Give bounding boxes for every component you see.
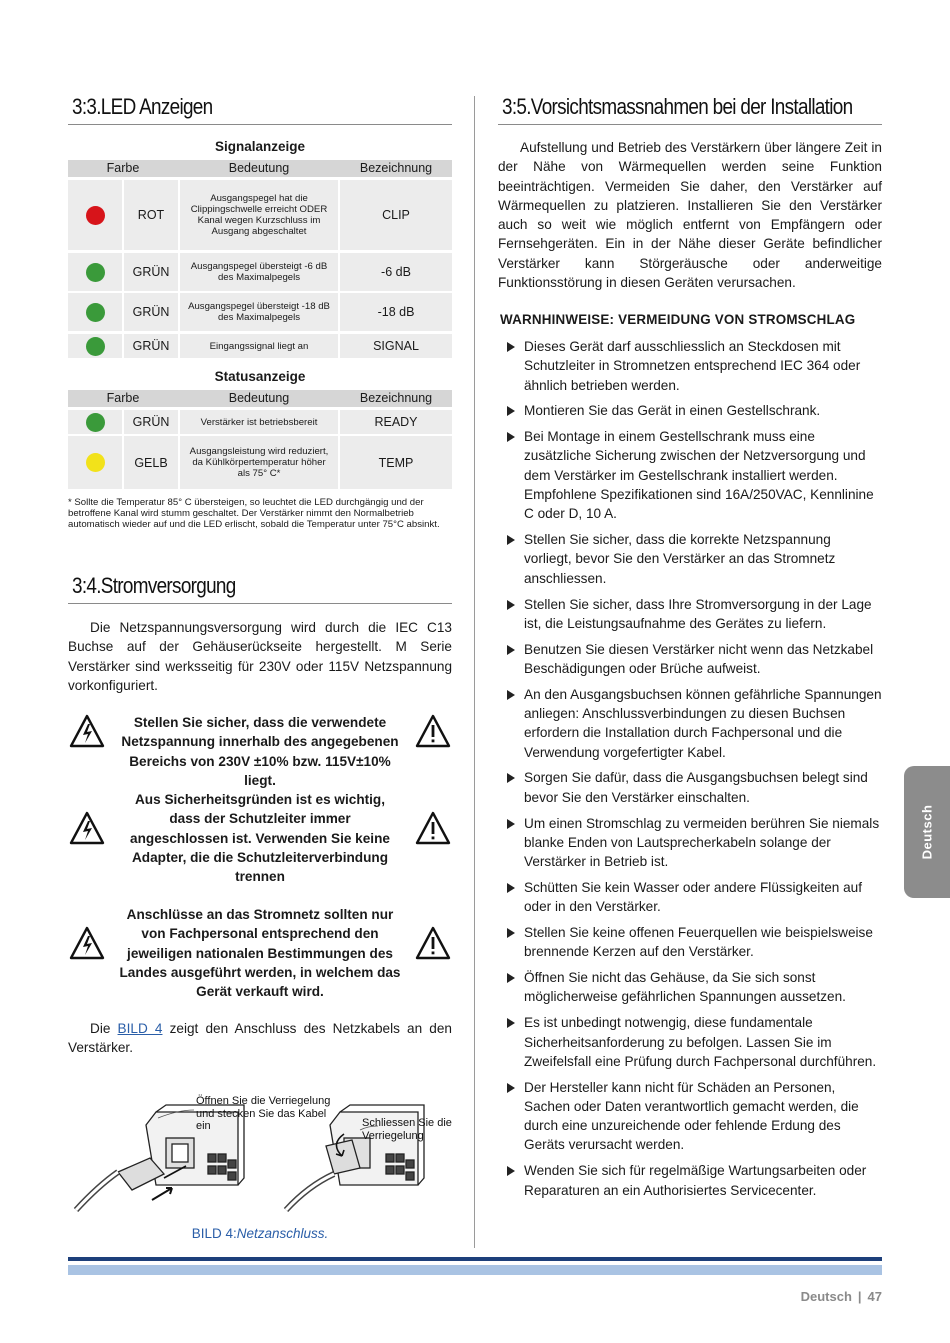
table-row [68, 436, 452, 489]
bullet-text: Benutzen Sie diesen Verstärker nicht wenn das Netzkabel Beschädigungen oder Brüche aufweist. [524, 641, 874, 676]
bullet-arrow-icon [507, 928, 515, 938]
bullet-text: Bei Montage in einem Gestellschrank muss eine zusätzliche Sicherung zwischen der Netzversorgung und dem Verstärker im Gestellschrank installiert werden. Empfohlene Spezifikationen sind 16A/250VAC, Kennlinine C oder D, 10 A. [524, 429, 874, 522]
bullet-text: Der Hersteller kann nicht für Schäden an Personen, Sachen oder Daten verantwortlich gemacht werden, die durch eine unzureichende oder fehlende Erdung des Geräts verursacht werden. [524, 1079, 859, 1153]
status-table-caption: Statusanzeige [214, 369, 306, 384]
bullet-text: Montieren Sie das Gerät in einen Gestellschrank. [524, 403, 821, 419]
led-meaning: Ausgangsleistung wird reduziert, da Kühlkörpertemperatur höher als 75° C* [180, 436, 338, 489]
table-row [68, 334, 452, 358]
led-color-label: ROT [124, 180, 178, 250]
header-farbe: Farbe [106, 391, 140, 405]
bullet-arrow-icon [507, 406, 515, 416]
led-meaning: Verstärker ist betriebsbereit [180, 410, 338, 434]
led-designation: -6 dB [340, 253, 452, 291]
table-row [68, 293, 452, 331]
led-designation: READY [340, 410, 452, 434]
led-indicator-icon [86, 337, 105, 356]
bullet-text: Um einen Stromschlag zu vermeiden berühren Sie niemals blanke Enden von Lautsprecherkabeln solange der Verstärker in Betrieb ist. [524, 815, 880, 870]
section-3-3-title: 3:3.LED Anzeigen [72, 94, 213, 119]
figure-label-close-lock: Schliessen Sie die Verriegelung [362, 1117, 452, 1142]
figure-caption-number: BILD 4: [191, 1226, 237, 1241]
bullet-arrow-icon [507, 1083, 515, 1093]
bullet-text: Stellen Sie sicher, dass die korrekte Netzspannung vorliegt, bevor Sie den Verstärker an das Stromnetz anschliessen. [524, 532, 836, 586]
header-bedeutung: Bedeutung [228, 161, 290, 175]
bullet-item [498, 923, 882, 962]
bullet-item [498, 640, 882, 679]
bullet-arrow-icon [507, 973, 515, 983]
bullet-text: Es ist unbedingt notwengig, diese fundamentale Sicherheitsanforderung zu befolgen. Lassen Sie im Zweifelsfall eine Prüfung durch Fachpersonal durchführen. [524, 1015, 877, 1069]
figure-4-link[interactable]: BILD 4 [117, 1021, 163, 1036]
led-designation: -18 dB [340, 293, 452, 331]
bullet-item [498, 427, 882, 523]
bullet-item [498, 878, 882, 917]
led-cell [68, 410, 122, 434]
led-cell [68, 436, 122, 489]
led-meaning: Ausgangspegel hat die Clippingschwelle erreicht ODER Kanal wegen Kurzschluss im Ausgang abgeschaltet [180, 180, 338, 250]
bullet-arrow-icon [507, 1018, 515, 1028]
side-tab-label: Deutsch [919, 804, 935, 860]
led-color-label: GRÜN [124, 410, 178, 434]
header-farbe: Farbe [106, 161, 140, 175]
footer-separator: | [857, 1289, 862, 1304]
bullet-text: An den Ausgangsbuchsen können gefährliche Spannungen anliegen: Anschlussverbindungen zu diesen Buchsen erfordern die Installation durch Fachpersonal und die Verwendung vorgefertigter Kabel. [524, 686, 882, 760]
led-color-label: GRÜN [124, 293, 178, 331]
temperature-footnote: * Sollte die Temperatur 85° C übersteigen, so leuchtet die LED durchgängig und der betroffene Kanal wird stumm geschaltet. Der Verstärker nimmt den Normalbetrieb automatisch wieder auf und die LED erlischt, sobald die Temperatur unter 75°C absinkt. [68, 497, 440, 530]
power-supply-paragraph: Die Netzspannungsversorgung wird durch die IEC C13 Buchse auf der Gehäuserückseite hergestellt. M Serie Verstärker sind werksseitig für 230V oder 115V Netzspannung vorkonfiguriert. [68, 620, 452, 693]
section-rule [68, 603, 452, 604]
led-color-label: GRÜN [124, 253, 178, 291]
ground-conductor-warning: Aus Sicherheitsgründen ist es wichtig, dass der Schutzleiter immer angeschlossen ist. Verwenden Sie keine Adapter, die die Schutzleiterverbindung trennen [130, 792, 390, 885]
bullet-item [498, 1161, 882, 1200]
led-indicator-icon [86, 453, 105, 472]
bullet-item [498, 768, 882, 807]
section-3-4-title: 3:4.Stromversorgung [72, 573, 236, 598]
led-designation: CLIP [340, 180, 452, 250]
bullet-text: Stellen Sie sicher, dass Ihre Stromversorgung in der Lage ist, die Leistungsaufnahme des Gerätes zu liefern. [524, 596, 872, 631]
bullet-item [498, 337, 882, 395]
led-color-label: GRÜN [124, 334, 178, 358]
qualified-personnel-warning: Anschlüsse an das Stromnetz sollten nur von Fachpersonal entsprechend den jeweiligen nationalen Bestimmungen des Landes ausgeführt werden, in welchem das Gerät verkauft wird. [119, 907, 401, 1000]
bullet-item [498, 814, 882, 872]
table-row [68, 410, 452, 434]
led-cell [68, 334, 122, 358]
bullet-arrow-icon [507, 819, 515, 829]
bullet-text: Dieses Gerät darf ausschliesslich an Steckdosen mit Schutzleiter in Stromnetzen entsprechend IEC 364 oder ähnlich betrieben werden. [524, 339, 861, 393]
installation-intro-paragraph: Aufstellung und Betrieb des Verstärkern über längere Zeit in der Nähe von Wärmequellen werden seine Funktion beeinträchtigen. Vermeiden Sie daher, den Verstärker auf Wärmequellen zu platzieren. Installieren Sie den Verstärker auch so weit wie möglich entfernt von Empfängern oder Fernsehgeräten. Ein in der Nähe dieser Geräte befindlicher Verstärker kann Störgeräusche oder anderweitige Funktionsstörung in diesen Geräten verursachen. [498, 140, 882, 291]
bullet-text: Stellen Sie keine offenen Feuerquellen wie beispielsweise brennende Kerzen auf den Verstärker. [524, 925, 873, 960]
footer-language: Deutsch [800, 1289, 852, 1304]
figure-ref-prefix: Die [90, 1021, 111, 1036]
footer-bar-dark [68, 1257, 882, 1261]
led-indicator-icon [86, 303, 105, 322]
figure-caption [68, 1226, 452, 1241]
header-bedeutung: Bedeutung [228, 391, 290, 405]
header-bezeichnung: Bezeichnung [359, 161, 433, 175]
led-indicator-icon [86, 206, 105, 225]
bullet-item [498, 968, 882, 1007]
shock-warning-heading: WARNHINWEISE: VERMEIDUNG VON STROMSCHLAG [500, 312, 856, 327]
voltage-warning: Stellen Sie sicher, dass die verwendete Netzspannung innerhalb des angegebenen Bereichs von 230V ±10% bzw. 115V±10% liegt. [121, 715, 399, 788]
bullet-item [498, 1013, 882, 1071]
bullet-arrow-icon [507, 690, 515, 700]
column-divider [474, 96, 475, 1248]
led-meaning: Eingangssignal liegt an [180, 334, 338, 358]
bullet-item [498, 530, 882, 588]
signal-table-caption: Signalanzeige [214, 139, 306, 154]
signal-table-header [68, 160, 452, 177]
figure-ref-suffix: zeigt den Anschluss des Netzkabels an den Verstärker. [68, 1021, 452, 1056]
bullet-arrow-icon [507, 1166, 515, 1176]
bullet-arrow-icon [507, 645, 515, 655]
bullet-arrow-icon [507, 535, 515, 545]
figure-reference-paragraph [68, 1019, 452, 1058]
bullet-text: Schütten Sie kein Wasser oder andere Flüssigkeiten auf oder in den Verstärker. [524, 879, 863, 915]
led-designation: TEMP [340, 436, 452, 489]
page-number: 47 [867, 1289, 882, 1304]
bullet-arrow-icon [507, 883, 515, 893]
language-side-tab[interactable] [904, 766, 950, 898]
bullet-arrow-icon [507, 342, 515, 352]
section-rule [498, 124, 882, 125]
power-connection-figure [68, 1090, 452, 1220]
bullet-arrow-icon [507, 600, 515, 610]
section-3-5-title: 3:5.Vorsichtsmassnahmen bei der Installation [502, 94, 853, 119]
figure-caption-text: Netzanschluss. [236, 1226, 329, 1241]
bullet-item [498, 1078, 882, 1155]
led-meaning: Ausgangspegel übersteigt -6 dB des Maximalpegels [180, 253, 338, 291]
table-row [68, 253, 452, 291]
led-cell [68, 293, 122, 331]
led-meaning: Ausgangspegel übersteigt -18 dB des Maximalpegels [180, 293, 338, 331]
safety-bullet-list [498, 337, 882, 1206]
figure-label-open-lock: Öffnen Sie die Verriegelung und stecken Sie das Kabel ein [196, 1095, 331, 1132]
bullet-item [498, 685, 882, 762]
bullet-text: Sorgen Sie dafür, dass die Ausgangsbuchsen belegt sind bevor Sie den Verstärker einschalten. [524, 770, 868, 805]
led-cell [68, 253, 122, 291]
header-bezeichnung: Bezeichnung [359, 391, 433, 405]
table-row [68, 180, 452, 250]
bullet-item [498, 401, 882, 420]
bullet-text: Öffnen Sie nicht das Gehäuse, da Sie sich sonst möglicherweise gefährlichen Spannungen aussetzen. [524, 970, 846, 1005]
section-rule [68, 124, 452, 125]
footer-bar-light [68, 1265, 882, 1275]
led-color-label: GELB [124, 436, 178, 489]
page-footer [801, 1289, 882, 1304]
bullet-arrow-icon [507, 773, 515, 783]
status-table-header [68, 390, 452, 407]
bullet-text: Wenden Sie sich für regelmäßige Wartungsarbeiten oder Reparaturen an ein Authorisiertes Servicecenter. [524, 1163, 867, 1198]
led-indicator-icon [86, 263, 105, 282]
led-designation: SIGNAL [340, 334, 452, 358]
led-cell [68, 180, 122, 250]
bullet-arrow-icon [507, 432, 515, 442]
led-indicator-icon [86, 413, 105, 432]
bullet-item [498, 595, 882, 634]
